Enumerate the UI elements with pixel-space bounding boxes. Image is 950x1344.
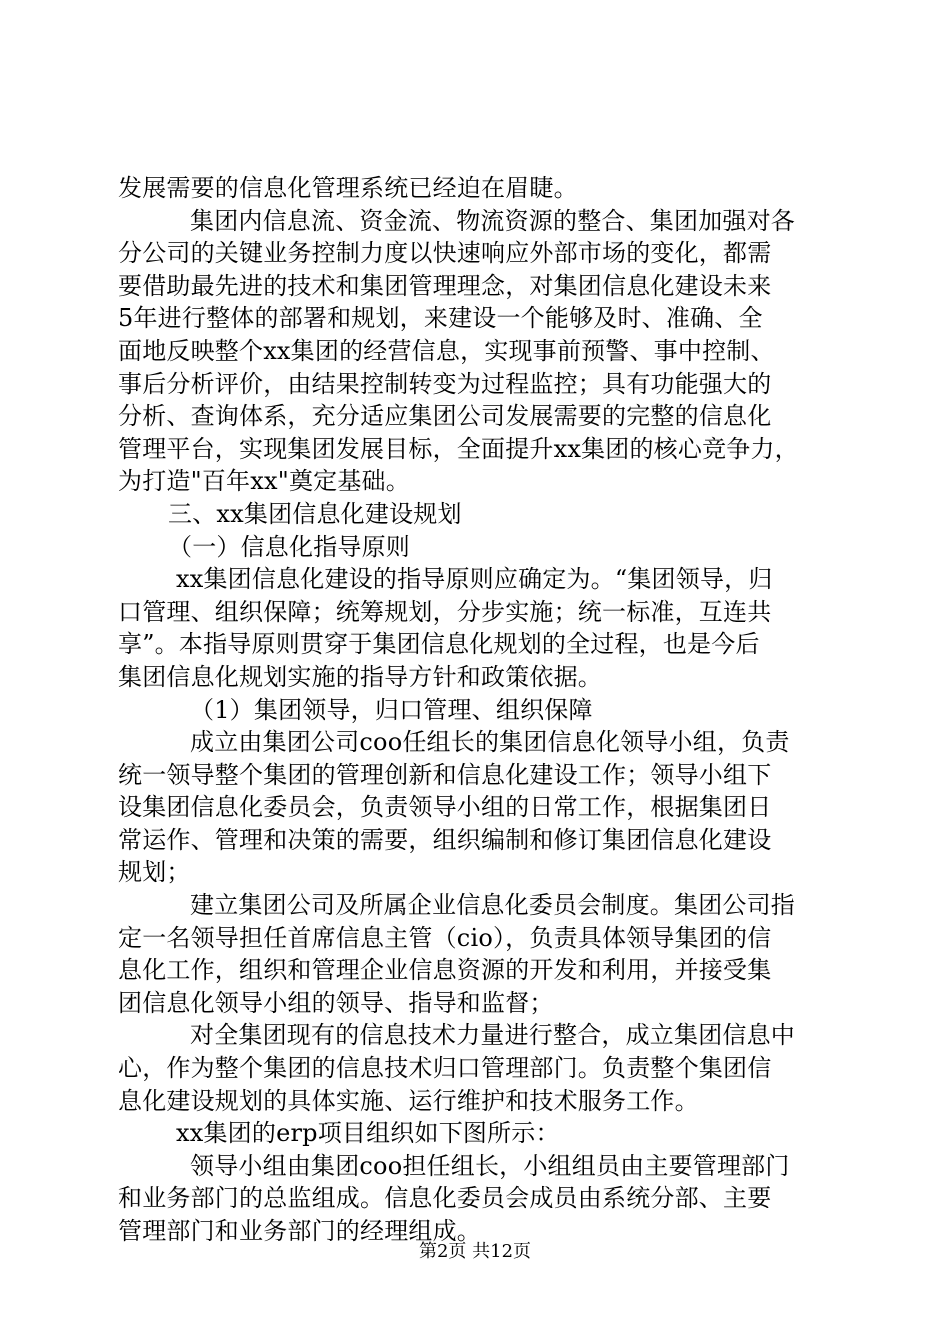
text-line: 常运作、管理和决策的需要，组织编制和修订集团信息化建设: [118, 825, 772, 854]
page-number-label: 第2页 共12页: [418, 1241, 532, 1262]
document-body: [118, 172, 838, 1248]
text-line: 和业务部门的总监组成。信息化委员会成员由系统分部、主要: [118, 1184, 772, 1213]
text-line: 5年进行整体的部署和规划，来建设一个能够及时、准确、全: [118, 304, 763, 333]
text-line: 设集团信息化委员会，负责领导小组的日常工作，根据集团日: [118, 793, 772, 822]
text-line: 分析、查询体系，充分适应集团公司发展需要的完整的信息化: [118, 402, 772, 431]
text-line: 面地反映整个xx集团的经营信息，实现事前预警、事中控制、: [118, 336, 775, 365]
text-line: 心，作为整个集团的信息技术归口管理部门。负责整个集团信: [118, 1054, 772, 1083]
text-line: xx集团信息化建设的指导原则应确定为。“集团领导，归: [176, 565, 773, 594]
text-line: 定一名领导担任首席信息主管（cio），负责具体领导集团的信: [118, 923, 772, 952]
page-footer: [0, 1240, 950, 1264]
text-line: 成立由集团公司coo任组长的集团信息化领导小组，负责: [190, 728, 790, 757]
text-line: 建立集团公司及所属企业信息化委员会制度。集团公司指: [190, 891, 795, 920]
text-line: 集团内信息流、资金流、物流资源的整合、集团加强对各: [190, 206, 795, 235]
text-line: 团信息化领导小组的领导、指导和监督；: [118, 988, 554, 1017]
text-line: 为打造"百年xx"奠定基础。: [118, 467, 410, 496]
text-line: （1）集团领导，归口管理、组织保障: [190, 695, 593, 724]
text-line: 分公司的关键业务控制力度以快速响应外部市场的变化，都需: [118, 239, 772, 268]
text-line: xx集团的erp项目组织如下图所示：: [176, 1119, 560, 1148]
text-line: 发展需要的信息化管理系统已经迫在眉睫。: [118, 174, 578, 202]
text-line: 息化建设规划的具体实施、运行维护和技术服务工作。: [118, 1086, 699, 1115]
text-line: 管理部门和业务部门的经理组成。: [118, 1217, 481, 1245]
text-line: 统一领导整个集团的管理创新和信息化建设工作；领导小组下: [118, 760, 772, 789]
text-line: 享”。本指导原则贯穿于集团信息化规划的全过程，也是今后: [118, 630, 760, 659]
text-line: 三、xx集团信息化建设规划: [168, 499, 462, 528]
text-line: 对全集团现有的信息技术力量进行整合，成立集团信息中: [190, 1021, 795, 1050]
text-line: 要借助最先进的技术和集团管理理念，对集团信息化建设未来: [118, 271, 772, 300]
text-line: 口管理、组织保障；统筹规划，分步实施；统一标准，互连共: [118, 597, 772, 626]
text-line: 集团信息化规划实施的指导方针和政策依据。: [118, 662, 602, 691]
text-line: 息化工作，组织和管理企业信息资源的开发和利用，并接受集: [118, 956, 772, 985]
text-line: 管理平台，实现集团发展目标，全面提升xx集团的核心竞争力，: [118, 434, 799, 463]
text-line: 领导小组由集团coo担任组长，小组组员由主要管理部门: [190, 1151, 790, 1180]
text-line: 事后分析评价，由结果控制转变为过程监控；具有功能强大的: [118, 369, 772, 398]
text-line: 规划；: [118, 858, 191, 887]
text-line: （一）信息化指导原则: [168, 532, 410, 561]
